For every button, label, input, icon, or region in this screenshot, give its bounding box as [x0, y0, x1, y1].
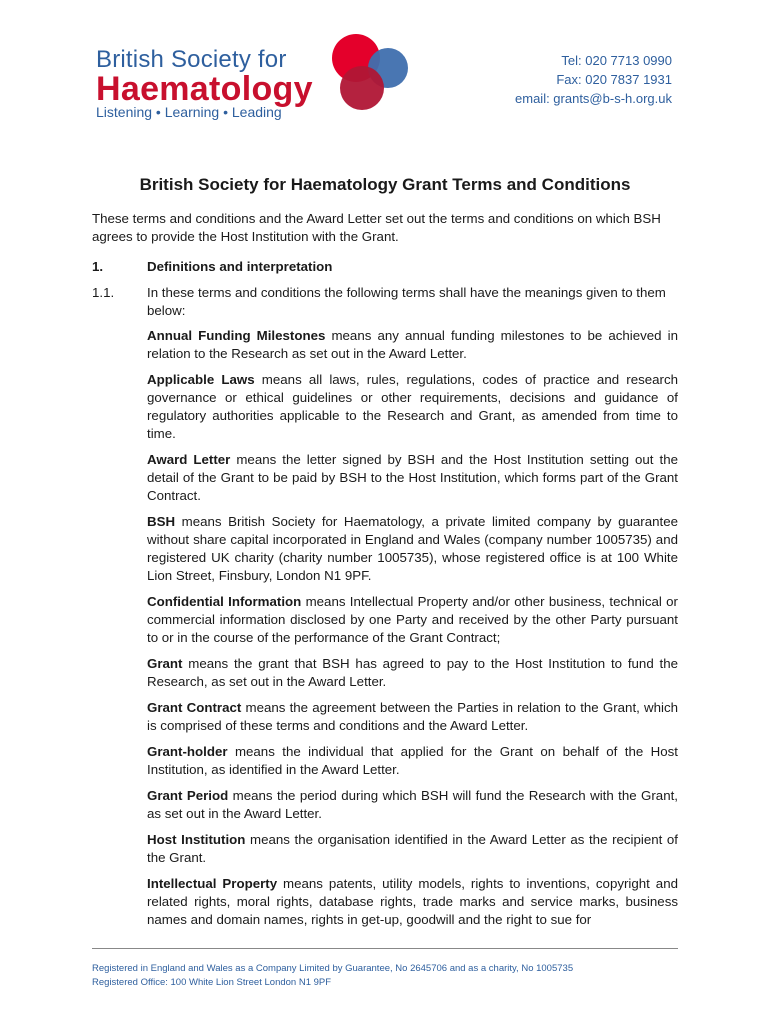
definition-text: means the organisation identified in the Award Letter as the recipient of the Grant.: [147, 832, 679, 865]
definition-term: Confidential Information: [147, 594, 302, 609]
definition: [147, 593, 678, 647]
definition-term: Grant-holder: [147, 744, 228, 759]
definition-term: Host Institution: [147, 832, 246, 847]
definition: [147, 327, 678, 363]
document-body: [92, 210, 678, 937]
subsection-number: 1.1.: [92, 285, 115, 300]
definition-text: means the letter signed by BSH and the Host Institution setting out the detail of the Grant to be paid by BSH to the Host Institution, which forms part of the Grant Contract.: [147, 452, 678, 503]
definition: [147, 655, 678, 691]
subsection-text: In these terms and conditions the following terms shall have the meanings given to them below:: [147, 285, 666, 318]
definition: [147, 875, 678, 929]
definition: [147, 699, 678, 735]
definition-term: Applicable Laws: [147, 372, 255, 387]
section-number: 1.: [92, 259, 104, 274]
logo-line-2: Haematology: [96, 70, 313, 108]
definition-text: means the agreement between the Parties in relation to the Grant, which is comprised of these terms and conditions and the Award Letter.: [147, 700, 678, 733]
definition-text: means any annual funding milestones to be achieved in relation to the Research as set out in the Award Letter.: [147, 328, 679, 361]
logo-line-1: British Society for: [96, 46, 287, 73]
footer-registration: Registered in England and Wales as a Company Limited by Guarantee, No 2645706 and as a charity, No 1005735: [92, 963, 574, 974]
definition-term: Annual Funding Milestones: [147, 328, 326, 343]
subsection: [92, 284, 678, 320]
definition-text: means the grant that BSH has agreed to pay to the Host Institution to fund the Research, as set out in the Award Letter.: [147, 656, 678, 689]
definition-text: means the individual that applied for the Grant on behalf of the Host Institution, as identified in the Award Letter.: [147, 744, 678, 777]
footer-divider: [92, 948, 678, 949]
footer: [92, 962, 573, 990]
section-heading: [92, 258, 678, 276]
definition-term: Intellectual Property: [147, 876, 278, 891]
definition-text: means British Society for Haematology, a private limited company by guarantee without share capital incorporated in England and Wales (company number 1005735) and registered UK charity (charity number 1005735), whose registered office is at 100 White Lion Street, Finsbury, London N1 9PF.: [147, 514, 678, 583]
logo-circles-icon: [318, 32, 418, 112]
contact-fax: Fax: 020 7837 1931: [556, 72, 672, 87]
definition-text: means the period during which BSH will fund the Research with the Grant, as set out in the Award Letter.: [147, 788, 678, 821]
logo-tagline: Listening • Learning • Leading: [96, 104, 282, 120]
definition: [147, 513, 678, 585]
definition-term: Grant Period: [147, 788, 229, 803]
logo-circle-dark: [340, 66, 384, 110]
definition-text: means patents, utility models, rights to inventions, copyright and related rights, moral rights, database rights, trade marks and service marks, business names and domain names, rights in get-up, goodwill and the right to sue for: [147, 876, 678, 927]
footer-office: Registered Office: 100 White Lion Street London N1 9PF: [92, 977, 332, 988]
definition-term: BSH: [147, 514, 176, 529]
bsh-logo: [96, 40, 426, 124]
definition-text: means Intellectual Property and/or other business, technical or commercial information disclosed by one Party and received by the other Party pursuant to or in the course of the performance of the Grant Contract;: [147, 594, 678, 645]
definition-term: Grant Contract: [147, 700, 242, 715]
definition: [147, 787, 678, 823]
contact-block: [515, 51, 672, 108]
document-title: British Society for Haematology Grant Terms and Conditions: [139, 175, 631, 194]
definition-term: Award Letter: [147, 452, 231, 467]
definition: [147, 371, 678, 443]
intro-paragraph: These terms and conditions and the Award Letter set out the terms and conditions on which BSH agrees to provide the Host Institution with the Grant.: [92, 211, 661, 244]
contact-email[interactable]: email: grants@b-s-h.org.uk: [515, 91, 672, 106]
definition: [147, 831, 678, 867]
definition-text: means all laws, rules, regulations, codes of practice and research governance or ethical guidelines or other requirements, decisions and guidance of regulatory authorities applicable to the Research and Grant, as amended from time to time.: [147, 372, 679, 441]
definition: [147, 743, 678, 779]
definition-term: Grant: [147, 656, 183, 671]
contact-tel: Tel: 020 7713 0990: [561, 53, 672, 68]
definition: [147, 451, 678, 505]
section-title: Definitions and interpretation: [147, 259, 333, 274]
